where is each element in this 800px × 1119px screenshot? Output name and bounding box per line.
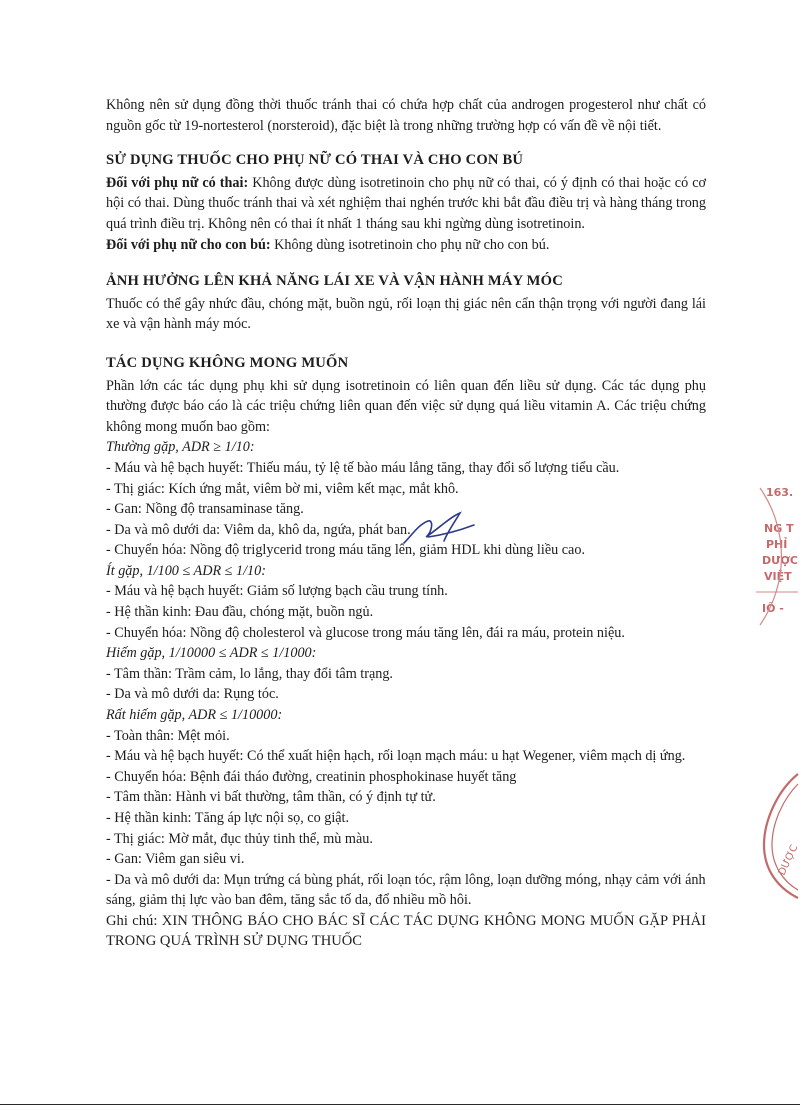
heading-adverse: TÁC DỤNG KHÔNG MONG MUỐN (106, 354, 349, 371)
adverse-intro: Phần lớn các tác dụng phụ khi sử dụng isotretinoin có liên quan đến liều sử dụng. Các tác dụng phụ thường được báo cáo là các triệu chứng liên quan đến việc sử dụng quá liều vitamin A. Các triệu chứng không mong muốn bao gồm: (106, 377, 706, 435)
driving-paragraph: Thuốc có thể gây nhức đầu, chóng mặt, buồn ngủ, rối loạn thị giác nên cẩn thận trọng với người đang lái xe và vận hành máy móc. (106, 295, 706, 333)
rare-label: Hiếm gặp, 1/10000 ≤ ADR ≤ 1/1000: (106, 645, 317, 662)
stamp-ring (752, 480, 800, 630)
official-stamp (752, 480, 800, 630)
list-item: - Chuyển hóa: Bệnh đái tháo đường, creatinin phosphokinase huyết tăng (106, 768, 517, 785)
heading-pregnancy: SỬ DỤNG THUỐC CHO PHỤ NỮ CÓ THAI VÀ CHO CON BÚ (106, 152, 524, 169)
pregnant-paragraph (106, 173, 706, 235)
nursing-paragraph (106, 235, 706, 256)
heading-driving: ẢNH HƯỞNG LÊN KHẢ NĂNG LÁI XE VÀ VẬN HÀNH MÁY MÓC (106, 273, 563, 290)
uncommon-label: Ít gặp, 1/100 ≤ ADR ≤ 1/10: (106, 562, 266, 579)
list-item: - Tâm thần: Hành vi bất thường, tâm thần, có ý định tự tử. (106, 789, 436, 806)
stamp-line: DƯỢC (762, 554, 799, 567)
list-item: - Da và mô dưới da: Rụng tóc. (106, 686, 279, 703)
handwritten-signature (398, 507, 478, 552)
common-label: Thường gặp, ADR ≥ 1/10: (106, 439, 255, 456)
bottom-rule (0, 1104, 800, 1105)
nursing-text: Không dùng isotretinoin cho phụ nữ cho con bú. (270, 236, 550, 253)
list-item: - Chuyển hóa: Nồng độ triglycerid trong máu tăng lên, giảm HDL khi dùng liều cao. (106, 542, 585, 559)
rare-list (106, 664, 706, 705)
list-item: - Máu và hệ bạch huyết: Thiếu máu, tỷ lệ tế bào máu lắng tăng, thay đổi số lượng tiểu cầu. (106, 459, 620, 476)
list-item: - Toàn thân: Mệt mỏi. (106, 727, 230, 744)
stamp-line: 163. (766, 486, 794, 499)
list-item: - Hệ thần kinh: Đau đầu, chóng mặt, buồn ngủ. (106, 604, 374, 621)
note-paragraph: Ghi chú: XIN THÔNG BÁO CHO BÁC SĨ CÁC TÁC DỤNG KHÔNG MONG MUỐN GẶP PHẢI TRONG QUÁ TRÌNH SỬ DỤNG THUỐC (106, 912, 706, 949)
list-item: - Tâm thần: Trầm cảm, lo lắng, thay đổi tâm trạng. (106, 665, 393, 682)
list-item: - Da và mô dưới da: Viêm da, khô da, ngứa, phát ban. (106, 521, 411, 538)
list-item: - Máu và hệ bạch huyết: Có thể xuất hiện hạch, rối loạn mạch máu: u hạt Wegener, viêm mạch dị ứng. (106, 748, 686, 765)
stamp-arc (758, 770, 800, 900)
stamp-line: VIỆT (764, 570, 792, 583)
list-item: - Gan: Viêm gan siêu vi. (106, 851, 245, 868)
stamp-line: PHỈ (766, 538, 788, 551)
nursing-label: Đối với phụ nữ cho con bú: (106, 236, 271, 253)
list-item: - Gan: Nồng độ transaminase tăng. (106, 501, 304, 518)
stamp-line: NG T (764, 522, 794, 535)
list-item: - Máu và hệ bạch huyết: Giảm số lượng bạch cầu trung tính. (106, 583, 448, 600)
very-rare-list (106, 726, 706, 911)
list-item: - Thị giác: Kích ứng mắt, viêm bờ mi, viêm kết mạc, mắt khô. (106, 480, 459, 497)
pregnant-text: Không được dùng isotretinoin cho phụ nữ có thai, có ý định có thai hoặc có cơ hội có thai. Dùng thuốc tránh thai và xét nghiệm thai nghén trước khi bắt đầu điều trị và hàng tháng trong quá trình điều trị. Không nên có thai ít nhất 1 tháng sau khi ngừng dùng isotretinoin. (106, 174, 707, 232)
list-item: - Thị giác: Mờ mắt, đục thủy tinh thể, mù màu. (106, 830, 373, 847)
very-rare-label: Rất hiếm gặp, ADR ≤ 1/10000: (106, 707, 283, 724)
stamp-line: IÔ - (762, 602, 784, 615)
list-item: - Hệ thần kinh: Tăng áp lực nội sọ, co giật. (106, 810, 350, 826)
list-item: - Chuyển hóa: Nồng độ cholesterol và glucose trong máu tăng lên, đái ra máu, protein niệu. (106, 624, 625, 641)
pregnant-label: Đối với phụ nữ có thai: (106, 174, 249, 191)
uncommon-list (106, 581, 706, 643)
stamp-arc-text: DƯỢC (776, 843, 800, 878)
list-item: - Da và mô dưới da: Mụn trứng cá bùng phát, rối loạn tóc, rậm lông, loạn dưỡng móng, nhạy cảm với ánh sáng, giảm thị lực vào ban đêm, tăng sắc tố da, đổ nhiều mồ hôi. (106, 871, 706, 909)
intro-paragraph: Không nên sử dụng đồng thời thuốc tránh thai có chứa hợp chất của androgen progesterol như chất có nguồn gốc từ 19-nortesterol (norsteroid), đặc biệt là trong những trường hợp có vấn đề về nội tiết. (106, 97, 706, 134)
